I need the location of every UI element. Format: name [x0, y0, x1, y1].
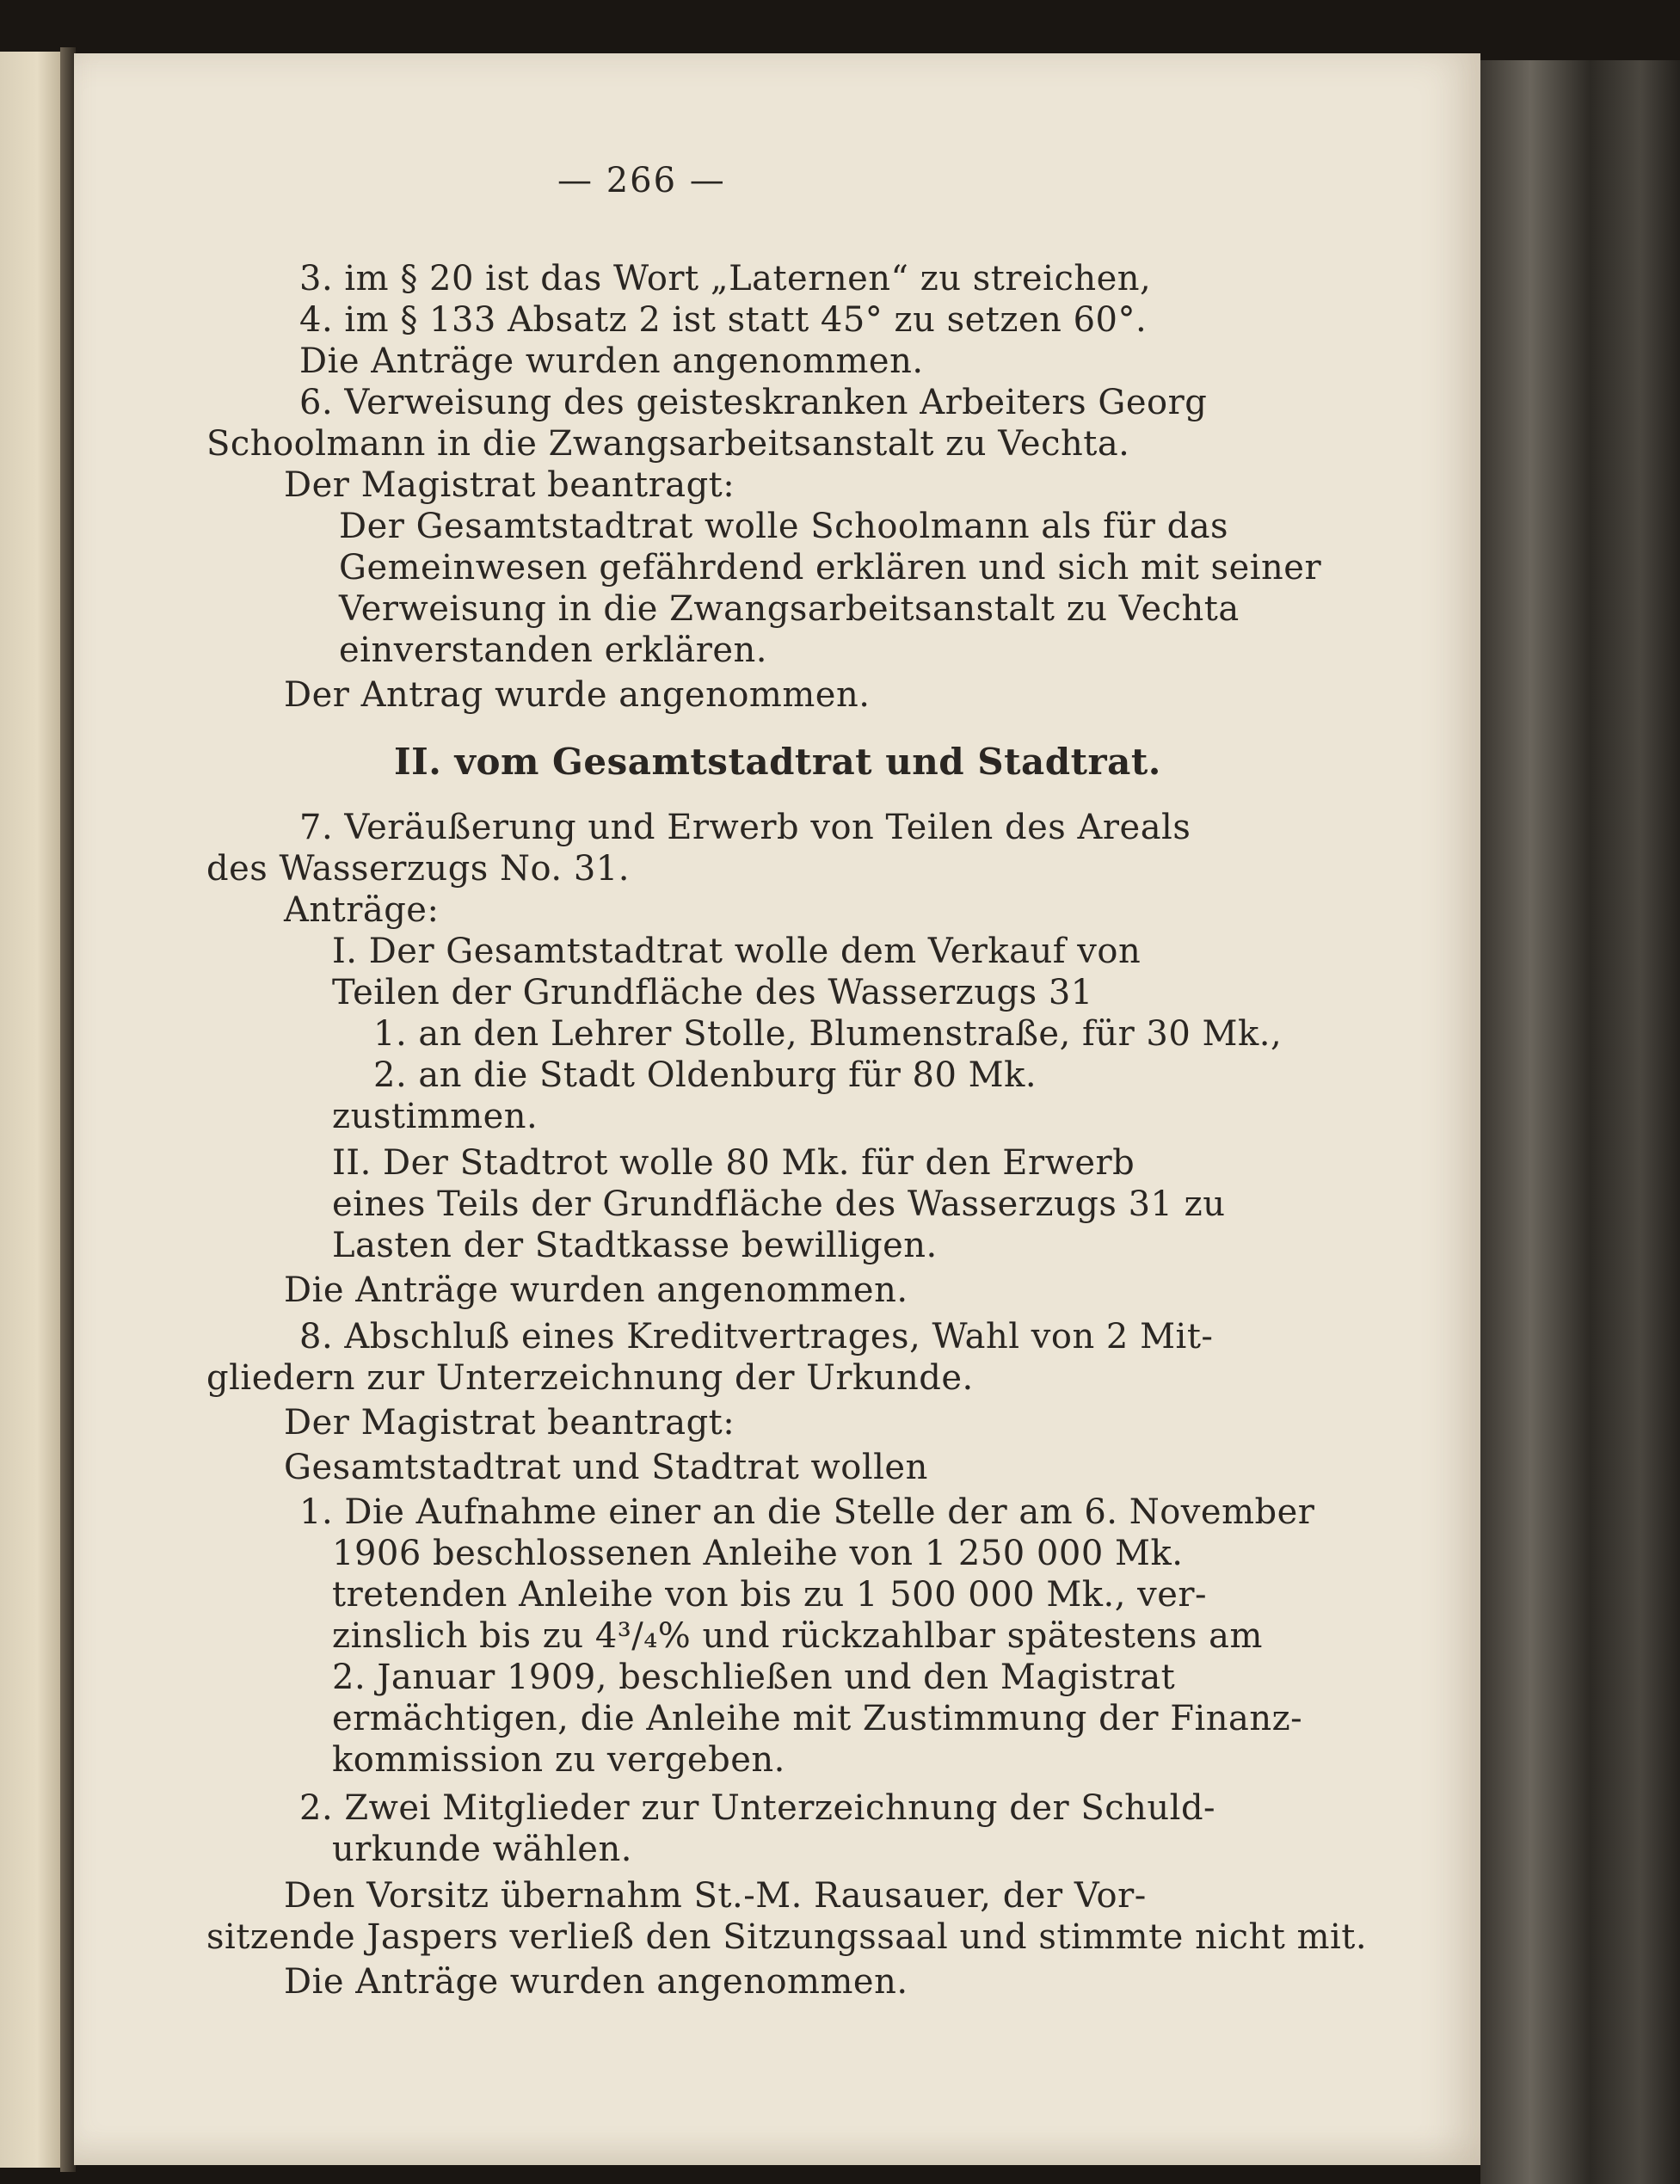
text-line: Verweisung in die Zwangsarbeitsanstalt zu Vechta [339, 589, 1240, 629]
text-line: 1. Die Aufnahme einer an die Stelle der am 6. November [299, 1492, 1315, 1532]
text-line: II. Der Stadtrot wolle 80 Mk. für den Erwerb [332, 1143, 1135, 1183]
text-line: Gesamtstadtrat und Stadtrat wollen [284, 1448, 928, 1487]
text-line: Der Gesamtstadtrat wolle Schoolmann als für das [339, 507, 1229, 546]
text-line: Teilen der Grundfläche des Wasserzugs 31 [332, 973, 1093, 1012]
facing-page-edge [0, 52, 62, 2168]
text-line: I. Der Gesamtstadtrat wolle dem Verkauf von [332, 932, 1142, 971]
text-line: 8. Abschluß eines Kreditvertrages, Wahl von 2 Mit- [299, 1317, 1214, 1357]
text-line: urkunde wählen. [332, 1830, 632, 1869]
text-line: kommission zu vergeben. [332, 1740, 785, 1780]
text-line: zustimmen. [332, 1097, 538, 1136]
text-line: 4. im § 133 Absatz 2 ist statt 45° zu setzen 60°. [299, 300, 1148, 340]
text-line: Anträge: [284, 890, 440, 930]
text-line: 7. Veräußerung und Erwerb von Teilen des Areals [299, 808, 1191, 847]
text-line: Die Anträge wurden angenommen. [299, 341, 924, 381]
text-line: gliedern zur Unterzeichnung der Urkunde. [206, 1358, 974, 1398]
text-line: Den Vorsitz übernahm St.-M. Rausauer, der Vor- [284, 1876, 1147, 1916]
text-line: Die Anträge wurden angenommen. [284, 1270, 908, 1310]
text-line: Die Anträge wurden angenommen. [284, 1962, 908, 2002]
text-line: ermächtigen, die Anleihe mit Zustimmung der Finanz- [332, 1699, 1303, 1738]
page-number: — 266 — [557, 161, 726, 200]
text-line: zinslich bis zu 4³/₄% und rückzahlbar spätestens am [332, 1616, 1263, 1656]
section-heading: II. vom Gesamtstadtrat und Stadtrat. [394, 741, 1161, 783]
text-line: des Wasserzugs No. 31. [206, 849, 630, 889]
text-line: tretenden Anleihe von bis zu 1 500 000 Mk., ver- [332, 1575, 1208, 1615]
book-spine-edge [1480, 60, 1680, 2184]
text-line: Der Magistrat beantragt: [284, 1403, 735, 1443]
text-line: eines Teils der Grundfläche des Wasserzugs 31 zu [332, 1184, 1226, 1224]
text-line: Gemeinwesen gefährdend erklären und sich mit seiner [339, 548, 1322, 588]
text-line: Lasten der Stadtkasse bewilligen. [332, 1226, 938, 1265]
text-line: 3. im § 20 ist das Wort „Laternen“ zu streichen, [299, 259, 1152, 298]
text-line: Schoolmann in die Zwangsarbeitsanstalt zu Vechta. [206, 424, 1130, 464]
text-line: 1906 beschlossenen Anleihe von 1 250 000 Mk. [332, 1534, 1184, 1573]
page-text [74, 53, 1480, 2165]
text-line: 1. an den Lehrer Stolle, Blumenstraße, für 30 Mk., [373, 1014, 1283, 1054]
text-line: 2. Zwei Mitglieder zur Unterzeichnung der Schuld- [299, 1788, 1216, 1828]
text-line: Der Antrag wurde angenommen. [284, 675, 871, 715]
text-line: sitzende Jaspers verließ den Sitzungssaal und stimmte nicht mit. [206, 1917, 1368, 1957]
text-line: Der Magistrat beantragt: [284, 465, 735, 505]
text-line: 6. Verweisung des geisteskranken Arbeiters Georg [299, 383, 1208, 422]
text-line: 2. an die Stadt Oldenburg für 80 Mk. [373, 1055, 1037, 1095]
text-line: 2. Januar 1909, beschließen und den Magistrat [332, 1658, 1176, 1697]
text-line: einverstanden erklären. [339, 631, 768, 670]
